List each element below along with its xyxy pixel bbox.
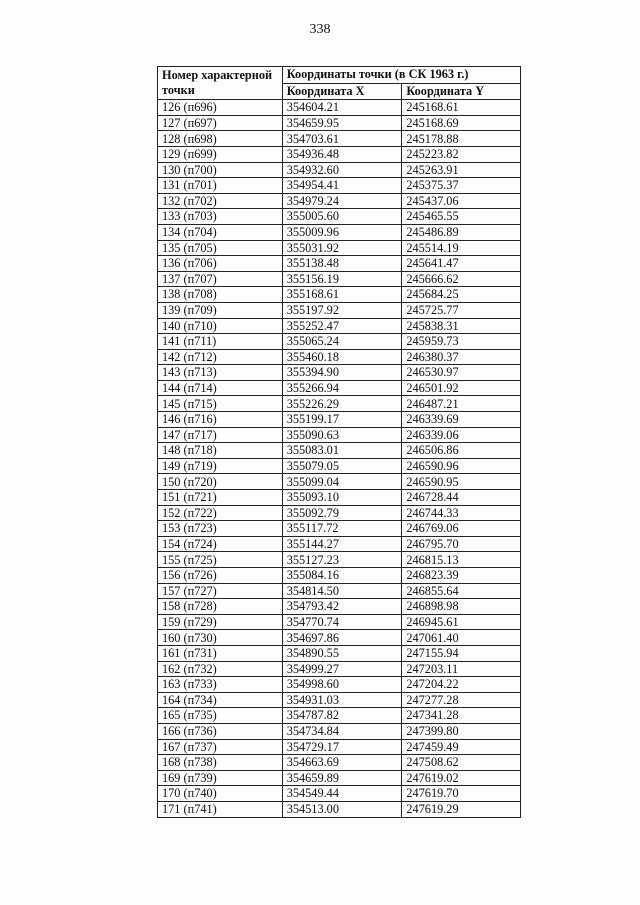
coordinate-y-cell: 245465.55 xyxy=(402,209,521,225)
coordinate-y-cell: 247341.28 xyxy=(402,708,521,724)
table-header-row xyxy=(158,67,521,84)
point-number-cell: 166 (п736) xyxy=(158,723,283,739)
coordinate-y-cell: 246728.44 xyxy=(402,490,521,506)
table-row xyxy=(158,739,521,755)
point-number-cell: 138 (п708) xyxy=(158,287,283,303)
table-row xyxy=(158,801,521,817)
point-number-cell: 168 (п738) xyxy=(158,755,283,771)
coordinate-y-cell: 247399.80 xyxy=(402,723,521,739)
coordinate-y-cell: 247619.29 xyxy=(402,801,521,817)
coordinate-y-cell: 245514.19 xyxy=(402,240,521,256)
table-row xyxy=(158,786,521,802)
coordinate-y-cell: 245725.77 xyxy=(402,302,521,318)
coordinate-y-cell: 246823.39 xyxy=(402,568,521,584)
coordinate-y-cell: 245168.69 xyxy=(402,115,521,131)
point-number-cell: 158 (п728) xyxy=(158,599,283,615)
table-row xyxy=(158,458,521,474)
point-number-cell: 135 (п705) xyxy=(158,240,283,256)
coordinate-y-cell: 246487.21 xyxy=(402,396,521,412)
coordinate-y-cell: 245486.89 xyxy=(402,224,521,240)
coordinate-y-cell: 246590.95 xyxy=(402,474,521,490)
point-number-cell: 171 (п741) xyxy=(158,801,283,817)
coordinate-y-cell: 247508.62 xyxy=(402,755,521,771)
table-row xyxy=(158,474,521,490)
table-row xyxy=(158,209,521,225)
coordinate-x-cell: 354931.03 xyxy=(282,692,402,708)
coordinate-x-cell: 355197.92 xyxy=(282,302,402,318)
table-row xyxy=(158,100,521,116)
coordinate-y-cell: 245375.37 xyxy=(402,178,521,194)
coordinate-y-cell: 245437.06 xyxy=(402,193,521,209)
table-row xyxy=(158,224,521,240)
coordinate-y-cell: 246815.13 xyxy=(402,552,521,568)
coordinate-y-cell: 247459.49 xyxy=(402,739,521,755)
coordinate-x-cell: 355079.05 xyxy=(282,458,402,474)
coordinate-x-cell: 355065.24 xyxy=(282,334,402,350)
coordinate-x-cell: 355460.18 xyxy=(282,349,402,365)
point-number-cell: 137 (п707) xyxy=(158,271,283,287)
point-number-cell: 167 (п737) xyxy=(158,739,283,755)
point-number-cell: 144 (п714) xyxy=(158,380,283,396)
table-body xyxy=(158,100,521,817)
coordinate-x-cell: 355083.01 xyxy=(282,443,402,459)
point-number-cell: 127 (п697) xyxy=(158,115,283,131)
table-row xyxy=(158,568,521,584)
header-coordinate-y: Координата Y xyxy=(402,83,521,100)
point-number-cell: 136 (п706) xyxy=(158,256,283,272)
coordinate-x-cell: 354814.50 xyxy=(282,583,402,599)
table-row xyxy=(158,193,521,209)
coordinate-x-cell: 355394.90 xyxy=(282,365,402,381)
point-number-cell: 160 (п730) xyxy=(158,630,283,646)
header-coordinates-group: Координаты точки (в СК 1963 г.) xyxy=(282,67,520,84)
coordinate-y-cell: 246339.69 xyxy=(402,412,521,428)
coordinate-x-cell: 355168.61 xyxy=(282,287,402,303)
table-row xyxy=(158,287,521,303)
point-number-cell: 170 (п740) xyxy=(158,786,283,802)
point-number-cell: 129 (п699) xyxy=(158,146,283,162)
coordinate-x-cell: 355226.29 xyxy=(282,396,402,412)
point-number-cell: 154 (п724) xyxy=(158,536,283,552)
point-number-cell: 163 (п733) xyxy=(158,677,283,693)
coordinate-x-cell: 354954.41 xyxy=(282,178,402,194)
table-row xyxy=(158,677,521,693)
table-row xyxy=(158,271,521,287)
point-number-cell: 161 (п731) xyxy=(158,645,283,661)
coordinate-y-cell: 246795.70 xyxy=(402,536,521,552)
point-number-cell: 132 (п702) xyxy=(158,193,283,209)
table-row xyxy=(158,131,521,147)
coordinate-x-cell: 355005.60 xyxy=(282,209,402,225)
point-number-cell: 162 (п732) xyxy=(158,661,283,677)
table-row xyxy=(158,614,521,630)
point-number-cell: 130 (п700) xyxy=(158,162,283,178)
coordinate-x-cell: 354703.61 xyxy=(282,131,402,147)
coordinate-y-cell: 245223.82 xyxy=(402,146,521,162)
coordinate-y-cell: 245684.25 xyxy=(402,287,521,303)
table-row xyxy=(158,692,521,708)
coordinate-y-cell: 245168.61 xyxy=(402,100,521,116)
table-row xyxy=(158,770,521,786)
table-row xyxy=(158,318,521,334)
table-row xyxy=(158,443,521,459)
table-row xyxy=(158,380,521,396)
table-row xyxy=(158,755,521,771)
point-number-cell: 152 (п722) xyxy=(158,505,283,521)
coordinate-x-cell: 354770.74 xyxy=(282,614,402,630)
coordinate-y-cell: 246855.64 xyxy=(402,583,521,599)
table-row xyxy=(158,162,521,178)
table-row xyxy=(158,630,521,646)
point-number-cell: 155 (п725) xyxy=(158,552,283,568)
table-row xyxy=(158,146,521,162)
coordinate-x-cell: 355138.48 xyxy=(282,256,402,272)
table-row xyxy=(158,365,521,381)
coordinate-x-cell: 354549.44 xyxy=(282,786,402,802)
coordinate-x-cell: 354659.89 xyxy=(282,770,402,786)
coordinate-y-cell: 246530.97 xyxy=(402,365,521,381)
table-row xyxy=(158,412,521,428)
coordinate-x-cell: 354936.48 xyxy=(282,146,402,162)
point-number-cell: 148 (п718) xyxy=(158,443,283,459)
point-number-cell: 134 (п704) xyxy=(158,224,283,240)
table-row xyxy=(158,427,521,443)
coordinate-x-cell: 355092.79 xyxy=(282,505,402,521)
coordinate-x-cell: 355009.96 xyxy=(282,224,402,240)
coordinate-x-cell: 354787.82 xyxy=(282,708,402,724)
point-number-cell: 157 (п727) xyxy=(158,583,283,599)
coordinate-x-cell: 354604.21 xyxy=(282,100,402,116)
coordinate-x-cell: 355266.94 xyxy=(282,380,402,396)
table-row xyxy=(158,505,521,521)
coordinate-x-cell: 354659.95 xyxy=(282,115,402,131)
coordinate-y-cell: 245263.91 xyxy=(402,162,521,178)
table-row xyxy=(158,349,521,365)
point-number-cell: 140 (п710) xyxy=(158,318,283,334)
point-number-cell: 128 (п698) xyxy=(158,131,283,147)
table-row xyxy=(158,302,521,318)
coordinate-y-cell: 245838.31 xyxy=(402,318,521,334)
point-number-cell: 139 (п709) xyxy=(158,302,283,318)
point-number-cell: 141 (п711) xyxy=(158,334,283,350)
table-row xyxy=(158,178,521,194)
coordinate-y-cell: 247203.11 xyxy=(402,661,521,677)
coordinate-y-cell: 245959.73 xyxy=(402,334,521,350)
point-number-cell: 150 (п720) xyxy=(158,474,283,490)
table-row xyxy=(158,334,521,350)
table-row xyxy=(158,583,521,599)
coordinate-x-cell: 355093.10 xyxy=(282,490,402,506)
point-number-cell: 131 (п701) xyxy=(158,178,283,194)
coordinate-x-cell: 355127.23 xyxy=(282,552,402,568)
coordinate-x-cell: 354932.60 xyxy=(282,162,402,178)
point-number-cell: 149 (п719) xyxy=(158,458,283,474)
table-header xyxy=(158,67,521,100)
coordinate-y-cell: 246380.37 xyxy=(402,349,521,365)
coordinate-y-cell: 246339.06 xyxy=(402,427,521,443)
coordinate-y-cell: 246898.98 xyxy=(402,599,521,615)
coordinate-y-cell: 245178.88 xyxy=(402,131,521,147)
table-row xyxy=(158,552,521,568)
table-row xyxy=(158,490,521,506)
coordinate-x-cell: 355090.63 xyxy=(282,427,402,443)
table-row xyxy=(158,536,521,552)
coordinate-y-cell: 246506.86 xyxy=(402,443,521,459)
coordinate-x-cell: 354793.42 xyxy=(282,599,402,615)
point-number-cell: 143 (п713) xyxy=(158,365,283,381)
table-row xyxy=(158,599,521,615)
point-number-cell: 164 (п734) xyxy=(158,692,283,708)
point-number-cell: 146 (п716) xyxy=(158,412,283,428)
table-row xyxy=(158,240,521,256)
point-number-cell: 153 (п723) xyxy=(158,521,283,537)
coordinate-x-cell: 354697.86 xyxy=(282,630,402,646)
coordinate-x-cell: 355252.47 xyxy=(282,318,402,334)
coordinate-x-cell: 354663.69 xyxy=(282,755,402,771)
header-coordinate-x: Координата X xyxy=(282,83,402,100)
point-number-cell: 169 (п739) xyxy=(158,770,283,786)
table-row xyxy=(158,115,521,131)
page-number: 338 xyxy=(309,22,331,37)
coordinate-y-cell: 245641.47 xyxy=(402,256,521,272)
coordinate-x-cell: 355031.92 xyxy=(282,240,402,256)
coordinate-x-cell: 354979.24 xyxy=(282,193,402,209)
coordinate-y-cell: 247277.28 xyxy=(402,692,521,708)
coordinate-y-cell: 246501.92 xyxy=(402,380,521,396)
coordinate-y-cell: 245666.62 xyxy=(402,271,521,287)
coordinate-y-cell: 247155.94 xyxy=(402,645,521,661)
table-row xyxy=(158,256,521,272)
coordinate-y-cell: 246590.96 xyxy=(402,458,521,474)
coordinate-y-cell: 247061.40 xyxy=(402,630,521,646)
point-number-cell: 142 (п712) xyxy=(158,349,283,365)
coordinate-y-cell: 246744.33 xyxy=(402,505,521,521)
point-number-cell: 133 (п703) xyxy=(158,209,283,225)
point-number-cell: 147 (п717) xyxy=(158,427,283,443)
coordinate-x-cell: 355144.27 xyxy=(282,536,402,552)
coordinate-y-cell: 246769.06 xyxy=(402,521,521,537)
coordinate-y-cell: 247619.02 xyxy=(402,770,521,786)
point-number-cell: 156 (п726) xyxy=(158,568,283,584)
coordinate-x-cell: 354998.60 xyxy=(282,677,402,693)
point-number-cell: 151 (п721) xyxy=(158,490,283,506)
coordinate-x-cell: 355084.16 xyxy=(282,568,402,584)
coordinate-y-cell: 247619.70 xyxy=(402,786,521,802)
coordinate-x-cell: 355156.19 xyxy=(282,271,402,287)
coordinate-x-cell: 355199.17 xyxy=(282,412,402,428)
coordinate-x-cell: 354999.27 xyxy=(282,661,402,677)
coordinate-x-cell: 354513.00 xyxy=(282,801,402,817)
table-row xyxy=(158,708,521,724)
coordinates-table xyxy=(157,66,521,818)
coordinate-x-cell: 354734.84 xyxy=(282,723,402,739)
table-row xyxy=(158,723,521,739)
point-number-cell: 165 (п735) xyxy=(158,708,283,724)
coordinate-y-cell: 247204.22 xyxy=(402,677,521,693)
table-row xyxy=(158,645,521,661)
coordinate-x-cell: 354729.17 xyxy=(282,739,402,755)
table-row xyxy=(158,521,521,537)
table-row xyxy=(158,661,521,677)
coordinate-x-cell: 354890.55 xyxy=(282,645,402,661)
header-point-number: Номер характерной точки xyxy=(158,67,283,100)
coordinate-x-cell: 355117.72 xyxy=(282,521,402,537)
coordinate-x-cell: 355099.04 xyxy=(282,474,402,490)
point-number-cell: 126 (п696) xyxy=(158,100,283,116)
point-number-cell: 159 (п729) xyxy=(158,614,283,630)
coordinate-y-cell: 246945.61 xyxy=(402,614,521,630)
table-row xyxy=(158,396,521,412)
point-number-cell: 145 (п715) xyxy=(158,396,283,412)
